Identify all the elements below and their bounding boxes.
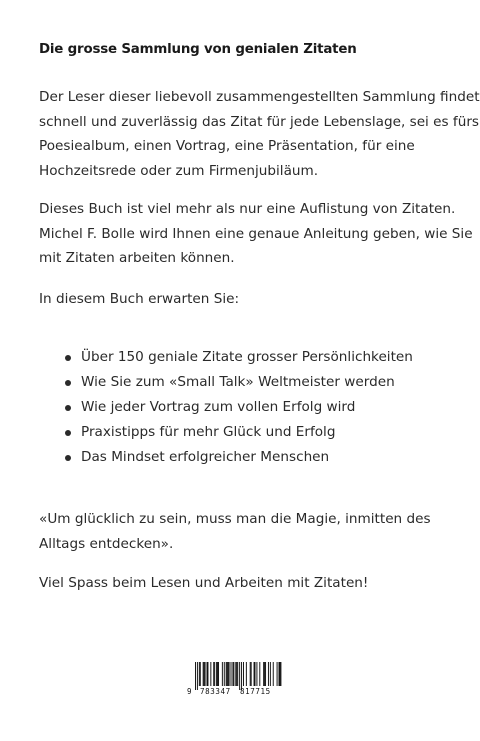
bullet-icon — [65, 405, 71, 411]
intro-paragraph — [39, 85, 480, 183]
description-line: mit Zitaten arbeiten können. — [39, 250, 235, 266]
quote-line: «Um glücklich zu sein, muss man die Magie, inmitten des — [39, 511, 431, 527]
intro-line: Poesiealbum, einen Vortrag, eine Präsentation, für eine — [39, 138, 415, 154]
barcode-left-digits: 783347 — [200, 687, 231, 696]
intro-line: schnell und zuverlässig das Zitat für jede Lebenslage, sei es fürs — [39, 113, 479, 130]
expectations-intro: In diesem Buch erwarten Sie: — [39, 291, 240, 307]
description-line: Michel F. Bolle wird Ihnen eine genaue Anleitung geben, wie Sie — [39, 225, 473, 242]
list-item-text: Wie jeder Vortrag zum vollen Erfolg wird — [81, 399, 356, 415]
list-item — [39, 420, 413, 445]
list-item-text: Das Mindset erfolgreicher Menschen — [81, 449, 330, 465]
intro-line: Der Leser dieser liebevoll zusammengestellten Sammlung findet — [39, 89, 480, 105]
list-item — [39, 345, 413, 370]
list-item — [39, 370, 413, 395]
barcode-right-digits: 817715 — [240, 687, 271, 696]
bullet-icon — [65, 380, 71, 386]
list-item-text: Über 150 geniale Zitate grosser Persönlichkeiten — [81, 349, 413, 365]
quote-paragraph — [39, 507, 459, 556]
list-item — [39, 445, 413, 470]
bullet-icon — [65, 355, 71, 361]
list-item-text: Wie Sie zum «Small Talk» Weltmeister werden — [81, 374, 395, 390]
description-paragraph — [39, 197, 473, 271]
list-item — [39, 395, 413, 420]
barcode-lead-digit: 9 — [187, 687, 192, 696]
bullet-icon — [65, 455, 71, 461]
list-item-text: Praxistipps für mehr Glück und Erfolg — [81, 424, 336, 440]
barcode-digits — [187, 687, 283, 699]
bullet-icon — [65, 430, 71, 436]
intro-line: Hochzeitsrede oder zum Firmenjubiläum. — [39, 162, 319, 179]
description-line: Dieses Buch ist viel mehr als nur eine Auflistung von Zitaten. — [39, 201, 456, 217]
isbn-barcode — [187, 661, 283, 699]
cover-heading: Die grosse Sammlung von genialen Zitaten — [39, 42, 357, 57]
quote-line: Alltags entdecken». — [39, 535, 174, 552]
feature-list — [39, 345, 413, 470]
closing-line: Viel Spass beim Lesen und Arbeiten mit Zitaten! — [39, 575, 369, 591]
